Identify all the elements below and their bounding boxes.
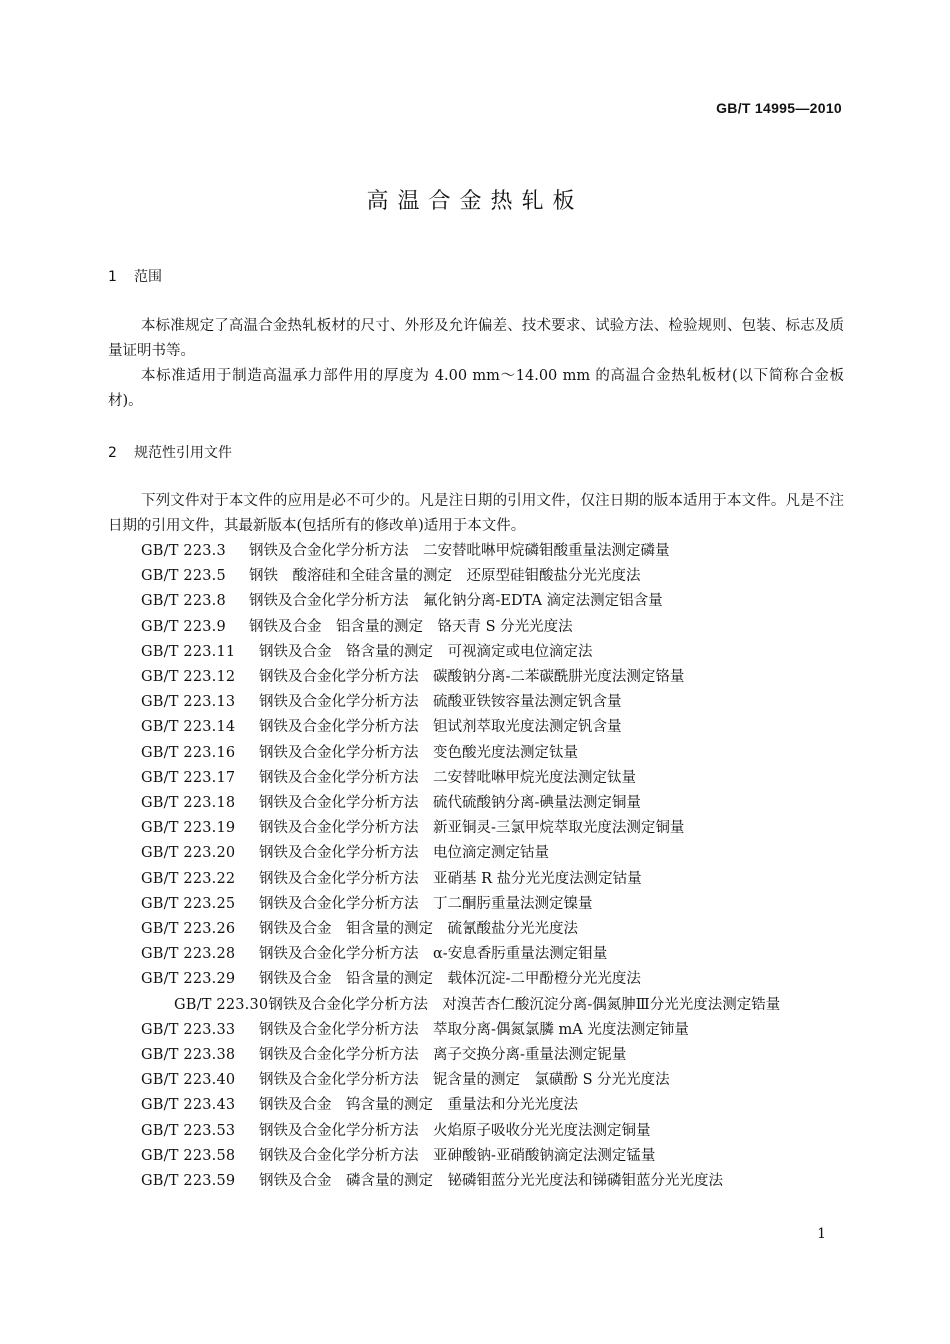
reference-code: GB/T 223.16 [141,744,236,761]
reference-item [108,715,844,740]
reference-item [108,1169,844,1194]
reference-code: GB/T 223.14 [141,719,236,736]
reference-list [108,539,844,1194]
section-number: 1 [108,269,117,285]
reference-item [108,741,844,766]
reference-title: 钢铁及合金化学分析方法 二安替吡啉甲烷磷钼酸重量法测定磷量 [249,543,670,559]
reference-title: 钢铁及合金化学分析方法 铌含量的测定 氯磺酚 S 分光光度法 [259,1072,670,1089]
reference-title: 钢铁及合金化学分析方法 丁二酮肟重量法测定镍量 [259,895,593,912]
section-number: 2 [108,445,117,461]
reference-item [108,942,844,967]
scope-paragraph-2: 本标准适用于制造高温承力部件用的厚度为 4.00 mm～14.00 mm 的高温合金热轧板材(以下简称合金板材)。 [108,368,844,409]
reference-code: GB/T 223.43 [141,1097,236,1114]
reference-item [108,1018,844,1043]
reference-code: GB/T 223.19 [141,820,236,837]
reference-item [108,791,844,816]
section-1-heading [108,266,162,286]
reference-code: GB/T 223.22 [141,870,236,887]
reference-title: 钢铁及合金 钨含量的测定 重量法和分光光度法 [259,1097,578,1114]
reference-title: 钢铁及合金 铅含量的测定 载体沉淀-二甲酚橙分光光度法 [259,971,641,988]
reference-code: GB/T 223.33 [141,1021,236,1038]
section-title: 范围 [134,269,162,285]
reference-item [108,766,844,791]
section-2-heading [108,442,232,462]
reference-item [108,841,844,866]
reference-code: GB/T 223.12 [141,669,236,686]
reference-item [108,640,844,665]
reference-title: 钢铁及合金化学分析方法 硫代硫酸钠分离-碘量法测定铜量 [259,795,641,812]
reference-item [108,1119,844,1144]
reference-code: GB/T 223.58 [141,1147,236,1164]
reference-code: GB/T 223.40 [141,1072,236,1089]
reference-code: GB/T 223.20 [141,845,236,862]
reference-item [108,1043,844,1068]
reference-title: 钢铁及合金化学分析方法 新亚铜灵-三氯甲烷萃取光度法测定铜量 [259,820,685,837]
reference-code: GB/T 223.8 [141,593,226,610]
reference-title: 钢铁及合金化学分析方法 二安替吡啉甲烷光度法测定钛量 [259,769,636,786]
reference-title: 钢铁及合金化学分析方法 钽试剂萃取光度法测定钒含量 [259,719,622,736]
reference-item [108,917,844,942]
reference-title: 钢铁及合金化学分析方法 碳酸钠分离-二苯碳酰肼光度法测定铬量 [259,669,685,686]
reference-title: 钢铁及合金化学分析方法 α-安息香肟重量法测定钼量 [259,946,608,963]
reference-code: GB/T 223.59 [141,1173,236,1190]
reference-item [108,589,844,614]
reference-title: 钢铁及合金化学分析方法 变色酸光度法测定钛量 [259,744,578,761]
reference-title: 钢铁及合金化学分析方法 电位滴定测定钴量 [259,845,549,862]
reference-title: 钢铁及合金化学分析方法 亚硝基 R 盐分光光度法测定钴量 [259,870,642,887]
reference-title: 钢铁及合金 磷含量的测定 铋磷钼蓝分光光度法和锑磷钼蓝分光光度法 [259,1173,723,1190]
document-title: 高温合金热轧板 [366,189,584,214]
reference-title: 钢铁及合金化学分析方法 亚砷酸钠-亚硝酸钠滴定法测定锰量 [259,1147,656,1164]
reference-code: GB/T 223.9 [141,618,226,635]
reference-item [108,967,844,992]
reference-item [108,564,844,589]
reference-code: GB/T 223.26 [141,921,236,938]
reference-title: 钢铁及合金 铬含量的测定 可视滴定或电位滴定法 [259,643,593,660]
reference-code: GB/T 223.30 [174,996,269,1013]
reference-item [108,867,844,892]
reference-item [108,1144,844,1169]
reference-code: GB/T 223.29 [141,971,236,988]
reference-code: GB/T 223.5 [141,568,226,585]
reference-code: GB/T 223.3 [141,543,226,559]
reference-title: 钢铁及合金 钼含量的测定 硫氰酸盐分光光度法 [259,921,578,938]
reference-code: GB/T 223.18 [141,795,236,812]
standard-code: GB/T 14995—2010 [716,100,842,116]
section-title: 规范性引用文件 [134,445,232,461]
reference-title: 钢铁及合金化学分析方法 萃取分离-偶氮氯膦 mA 光度法测定铈量 [259,1021,689,1038]
reference-item [108,1068,844,1093]
reference-title: 钢铁及合金化学分析方法 对溴苦杏仁酸沉淀分离-偶氮胂Ⅲ分光光度法测定锆量 [268,996,781,1013]
reference-title: 钢铁 酸溶硅和全硅含量的测定 还原型硅钼酸盐分光光度法 [249,568,641,585]
scope-paragraph-1: 本标准规定了高温合金热轧板材的尺寸、外形及允许偏差、技术要求、试验方法、检验规则、包装、标志及质量证明书等。 [108,318,844,359]
reference-code: GB/T 223.28 [141,946,236,963]
reference-code: GB/T 223.17 [141,769,236,786]
reference-code: GB/T 223.11 [141,643,236,660]
reference-item [108,1093,844,1118]
reference-item [108,539,844,564]
references-intro: 下列文件对于本文件的应用是必不可少的。凡是注日期的引用文件，仅注日期的版本适用于本文件。凡是不注日期的引用文件，其最新版本(包括所有的修改单)适用于本文件。 [108,493,844,534]
reference-item [108,993,844,1018]
reference-code: GB/T 223.13 [141,694,236,711]
reference-title: 钢铁及合金化学分析方法 氟化钠分离-EDTA 滴定法测定铝含量 [249,593,663,610]
reference-title: 钢铁及合金 铝含量的测定 铬天青 S 分光光度法 [249,618,573,635]
reference-code: GB/T 223.53 [141,1122,236,1139]
reference-title: 钢铁及合金化学分析方法 离子交换分离-重量法测定铌量 [259,1047,627,1064]
reference-title: 钢铁及合金化学分析方法 火焰原子吸收分光光度法测定铜量 [259,1122,651,1139]
reference-title: 钢铁及合金化学分析方法 硫酸亚铁铵容量法测定钒含量 [259,694,622,711]
page-number: 1 [817,1226,826,1242]
reference-item [108,615,844,640]
reference-item [108,816,844,841]
reference-code: GB/T 223.25 [141,895,236,912]
reference-code: GB/T 223.38 [141,1047,236,1064]
reference-item [108,665,844,690]
reference-item [108,892,844,917]
reference-item [108,690,844,715]
